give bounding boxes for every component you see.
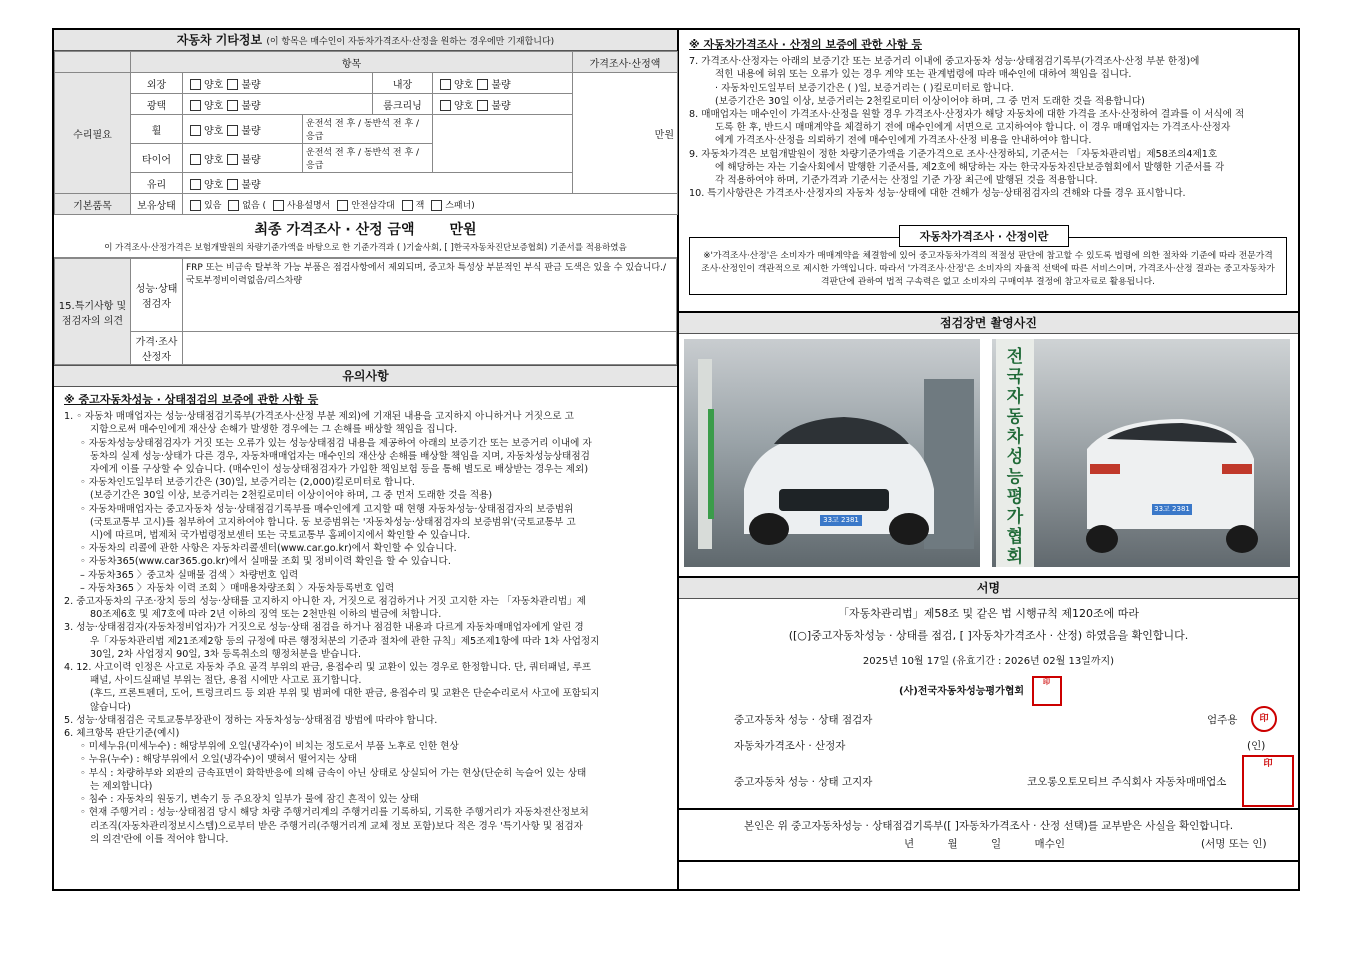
note-line: (보증기간은 30일 이상, 보증거리는 2천킬로미터 이상이어야 하며, 그 중 먼저 도래한 것을 적용합니다) bbox=[715, 95, 1145, 107]
note-line: 4. 12. 사고이력 인정은 사고로 자동차 주요 골격 부위의 판금, 용접수리 및 교환이 있는 경우로 한정합니다. 단, 쿼터패널, 루프 bbox=[64, 662, 592, 674]
note-line: – 자동차365 〉중고차 실매물 검색 〉차량번호 입력 bbox=[80, 569, 299, 581]
receipt-line: 본인은 위 중고자동차성능 · 상태점검기록부([ ]자동차가격조사 · 산정 선택)를 교부받은 사실을 확인합니다. bbox=[743, 820, 1234, 832]
tire-detail[interactable]: 운전석 전 후 / 동반석 전 후 / 응급 bbox=[303, 144, 433, 173]
note-line: ◦ 누유(누수) : 해당부위에서 오일(냉각수)이 맺혀서 떨어지는 상태 bbox=[80, 754, 357, 766]
final-price-label: 최종 가격조사 · 산정 금액 bbox=[254, 222, 415, 238]
note-line: ◦ 침수 : 자동차의 원동기, 변속기 등 주요장치 일부가 물에 잠긴 흔적이 있는 상태 bbox=[80, 794, 419, 806]
inspection-record-sheet bbox=[52, 28, 1300, 891]
note-line: 8. 매매업자는 매수인이 가격조사·산정을 원할 경우 가격조사·산정자가 해당 자동차에 대한 가격을 조사·산정하여 결과를 이 서식에 적 bbox=[689, 109, 1245, 121]
note-line: 80조제6호 및 제7호에 따라 2년 이하의 징역 또는 2천만원 이하의 벌금에 처합니다. bbox=[90, 609, 442, 621]
row-label: 내장 bbox=[373, 73, 433, 94]
note-line: 의 의견'란에 이를 적어야 합니다. bbox=[90, 833, 229, 845]
note-line: 에 해당하는 자는 기술사회에서 발행한 기준서를, 제2호에 해당하는 자는 한국자동차진단보증협회에서 발행한 기준서를 각 bbox=[715, 161, 1225, 173]
final-price-unit: 만원 bbox=[449, 222, 477, 238]
note-line: 지함으로써 매수인에게 재산상 손해가 발생한 경우에는 그 손해를 배상할 책임을 집니다. bbox=[90, 424, 458, 436]
photo-section-header: 점검장면 촬영사진 bbox=[679, 311, 1298, 334]
left-column bbox=[54, 30, 679, 889]
final-price-line bbox=[54, 215, 677, 241]
price-guarantee-title: ※ 자동차가격조사 · 산정의 보증에 관한 사항 등 bbox=[689, 38, 922, 51]
wheel-detail[interactable]: 운전석 전 후 / 동반석 전 후 / 응급 bbox=[303, 115, 433, 144]
plate-front: 33고 2381 bbox=[823, 516, 859, 524]
inspector-name: 엄주용 bbox=[1207, 714, 1238, 726]
note-line: 않습니다) bbox=[90, 701, 131, 713]
date-line: 2025년 10월 17일 (유효기간 : 2026년 02월 13일까지) bbox=[862, 656, 1115, 667]
note-line: 7. 가격조사·산정자는 아래의 보증기간 또는 보증거리 이내에 중고자동차 성능·상태점검기록부(가격조사·산정 부분 한정)에 bbox=[689, 56, 1200, 68]
note-line: ◦ 부식 : 차량하부와 외판의 금속표면이 화학반응에 의해 금속이 아닌 상태로 상실되어 가는 현상(단순히 녹슬어 있는 상태 bbox=[80, 767, 587, 779]
price-basis-note: 이 가격조사·산정가격은 보험개발원의 차량기준가액을 바탕으로 한 기준가격과 ( )기술사회, [ ]한국자동차진단보증협회) 기준서를 적용하였음 bbox=[54, 241, 677, 258]
keep-status-options[interactable]: 있음 없음 ( 사용설명서 안전삼각대 잭 스패너) bbox=[183, 194, 678, 215]
notifier-seal-icon: 印 bbox=[1242, 755, 1294, 807]
note-line: – 자동차365 〉자동차 이력 조회 〉매매용차량조회 〉자동차등록번호 입력 bbox=[80, 582, 395, 594]
vehicle-other-info-header bbox=[54, 30, 677, 51]
price-definition-text: ※'가격조사·산정'은 소비자가 매매계약을 체결함에 있어 중고자동차가격의 적절성 판단에 참고할 수 있도록 법령에 의한 절차와 기준에 따라 전문가격조사·산정인이 객관적으로 제시한 가액입니다. 따라서 '가격조사·산정'은 소비자의 자율적 선택에 따른 서비스이며, 가격조사·산정 결과는 중고자동차가격판단에 관하여 법적 구속력은 없고 소비자의 구매여부 결정에 참고자료로 활용됩니다. bbox=[689, 237, 1287, 295]
section-title: 자동차 기타정보 bbox=[176, 33, 263, 47]
note-line: ◦ 자동차의 리콜에 관한 사항은 자동차리콜센터(www.car.go.kr)에서 확인할 수 있습니다. bbox=[80, 543, 457, 555]
vehicle-info-table bbox=[54, 51, 678, 215]
right-column bbox=[679, 30, 1298, 889]
note-line: 10. 특기사항란은 가격조사·산정자의 자동차 성능·상태에 대한 견해가 성능·상태점검자의 견해와 다를 경우 표시합니다. bbox=[689, 188, 1186, 200]
exterior-options[interactable]: 양호 불량 bbox=[183, 73, 373, 94]
perf-inspector-label: 성능·상태 점검자 bbox=[131, 259, 183, 332]
row-label: 타이어 bbox=[131, 144, 183, 173]
note-line: ◦ 자동차매매업자는 중고자동차 성능·상태점검기록부를 매수인에게 고지할 때 현행 자동차성능·상태점검자의 보증범위 bbox=[80, 503, 574, 515]
note-line: 1. ◦ 자동차 매매업자는 성능·상태점검기록부(가격조사·산정 부분 제외)에 기재된 내용을 고지하지 아니하거나 거짓으로 고 bbox=[64, 411, 574, 423]
price-definition-box-wrap bbox=[689, 225, 1287, 295]
row-label: 외장 bbox=[131, 73, 183, 94]
buyer-sign[interactable]: (서명 또는 인) bbox=[1201, 838, 1267, 850]
note-line: 는 제외합니다) bbox=[90, 780, 153, 792]
note-line: 9. 자동차가격은 보험개발원이 정한 차량기준가액을 기준가격으로 조사·산정하되, 기준서는 「자동차관리법」제58조의4제1호 bbox=[689, 148, 1218, 160]
caution-notes bbox=[54, 387, 677, 850]
note-line: ◦ 미세누유(미세누수) : 해당부위에 오일(냉각수)이 비치는 정도로서 부품 노후로 인한 현상 bbox=[80, 741, 459, 753]
caution-header: 유의사항 bbox=[54, 365, 677, 387]
org-line bbox=[899, 676, 1062, 706]
bottom-divider bbox=[679, 860, 1298, 862]
item-header: 항목 bbox=[131, 52, 573, 73]
confirm-line: ([○]중고자동차성능 · 상태를 점검, [ ]자동차가격조사 · 산정) 하였음을 확인합니다. bbox=[788, 629, 1189, 642]
note-line: 동차의 실제 성능·상태가 다른 경우, 자동차매매업자는 매수인의 재산상 손해를 배상할 책임을 지며, 자동차성능상태점검 bbox=[90, 450, 590, 462]
special-notes-label: 15.특기사항 및 점검자의 의견 bbox=[55, 259, 131, 365]
note-line: 3. 성능·상태점검자(자동차정비업자)가 거짓으로 성능·상태 점검을 하거나 점검한 내용과 다르게 자동차매매업자에게 알린 경 bbox=[64, 622, 584, 634]
note-line: (보증기간은 30일 이상, 보증거리는 2천킬로미터 이상이어야 하며, 그 중 먼저 도래한 것을 적용) bbox=[90, 490, 493, 502]
note-line: 우「자동차관리법 제21조제2항 등의 규정에 따른 행정처분의 기준과 절차에 관한 규칙」제5조제1항에 따라 1차 사업정지 bbox=[90, 635, 600, 647]
plate-rear: 33고 2381 bbox=[1154, 505, 1190, 513]
note-line: ◦ 자동차성능상태점검자가 거짓 또는 오류가 있는 성능상태점검 내용을 제공하여 아래의 보증기간 또는 보증거리 이내에 자 bbox=[80, 437, 592, 449]
price-guarantee-notes bbox=[679, 30, 1298, 204]
perf-inspector-opinion[interactable]: FRP 또는 비금속 탈부착 가능 부품은 점검사항에서 제외되며, 중고차 특성상 부분적인 부식 판금 도색은 있을 수 있습니다./국토부정비이력없음/리스차량 bbox=[183, 259, 677, 332]
row-label: 광택 bbox=[131, 94, 183, 115]
notifier-label: 중고자동차 성능 · 상태 고지자 bbox=[734, 776, 873, 788]
receipt-divider bbox=[679, 808, 1298, 810]
gloss-options[interactable]: 양호 불량 bbox=[183, 94, 373, 115]
org-name: (사)전국자동차성능평가협회 bbox=[899, 686, 1025, 697]
association-banner: 전국자동차성능평가협회 bbox=[1006, 347, 1024, 567]
tire-options[interactable]: 양호 불량 bbox=[183, 144, 303, 173]
notifier-name: 코오롱오토모티브 주식회사 자동차매매업소 bbox=[1027, 776, 1227, 788]
note-line: 자에게 이를 구상할 수 있습니다. (매수인이 성능상태점검자가 가입한 책임보험 등을 통해 별도로 배상받는 경우는 제외) bbox=[90, 464, 589, 476]
price-assessor-label: 가격·조사 산정자 bbox=[131, 332, 183, 365]
note-line: 도록 한 후, 반드시 매매계약을 체결하기 전에 매수인에게 서면으로 고지하여야 합니다. 이 경우 매매업자는 가격조사·산정자 bbox=[715, 122, 1231, 134]
wheel-options[interactable]: 양호 불량 bbox=[183, 115, 303, 144]
price-assessor-opinion[interactable] bbox=[183, 332, 677, 365]
caution-subtitle: ※ 중고자동차성능 · 상태점검의 보증에 관한 사항 등 bbox=[64, 393, 319, 406]
row-label: 휠 bbox=[131, 115, 183, 144]
row-label: 유리 bbox=[131, 173, 183, 194]
inspection-photo-rear bbox=[992, 339, 1290, 567]
note-line: · 자동차인도일부터 보증기간은 ( )일, 보증거리는 ( )킬로미터로 합니다. bbox=[715, 82, 1014, 94]
glass-options[interactable]: 양호 불량 bbox=[183, 173, 573, 194]
price-unit: 만원 bbox=[573, 73, 678, 194]
row-label: 룸크리닝 bbox=[373, 94, 433, 115]
note-line: 에게 가격조사·산정을 의뢰하기 전에 매수인에게 가격조사·산정 비용을 안내하여야 합니다. bbox=[715, 135, 1092, 147]
note-line: (후드, 프론트펜더, 도어, 트렁크리드 등 외판 부위 및 범퍼에 대한 판금, 용접수리 및 교환은 단순수리로서 사고에 포함되지 bbox=[90, 688, 600, 700]
note-line: 2. 중고자동차의 구조·장치 등의 성능·상태를 고지하지 아니한 자, 거짓으로 점검하거나 거짓 고지한 자는 「자동차관리법」제 bbox=[64, 596, 586, 608]
note-line: 각 적용하여야 하며, 기준가격과 기준서는 산정일 기준 가장 최근에 발행된 것을 적용합니다. bbox=[715, 175, 1098, 187]
note-line: 리조직(자동차관리정보시스템)으로부터 받은 주행거리(주행거리계 교체 정보 포함)보다 적은 경우 '특기사항 및 점검자 bbox=[90, 820, 583, 832]
note-line: ◦ 자동차365(www.car365.go.kr)에서 실매물 조회 및 정비이력 확인을 할 수 있습니다. bbox=[80, 556, 451, 568]
inspection-photo-front bbox=[684, 339, 980, 567]
signature-header: 서명 bbox=[679, 576, 1298, 599]
price-assessor-sign-label: 자동차가격조사 · 산정자 bbox=[734, 740, 846, 752]
room-cleaning-options[interactable]: 양호 불량 bbox=[433, 94, 573, 115]
note-line: 적힌 내용에 허위 또는 오류가 있는 경우 계약 또는 관계법령에 따라 매수인에 대하여 책임을 집니다. bbox=[715, 69, 1132, 81]
car-front-illustration bbox=[684, 339, 980, 567]
org-seal-icon: 印 bbox=[1032, 676, 1062, 706]
price-header: 가격조사·산정액 bbox=[573, 52, 678, 73]
basic-items-label: 기본품목 bbox=[55, 194, 131, 215]
note-line: 시)에 따르며, 법제처 국가법령정보센터 또는 국토교통부 홈페이지에서 확인할 수 있습니다. bbox=[90, 530, 471, 542]
car-rear-illustration bbox=[992, 339, 1290, 567]
price-definition-title: 자동차가격조사 · 산정이란 bbox=[899, 225, 1069, 247]
note-line: 5. 성능·상태점검은 국토교통부장관이 정하는 자동차성능·상태점검 방법에 따라야 합니다. bbox=[64, 714, 438, 726]
repair-needed-label: 수리필요 bbox=[55, 73, 131, 194]
law-line: 「자동차관리법」제58조 및 같은 법 시행규칙 제120조에 따라 bbox=[837, 607, 1140, 620]
note-line: ◦ 현재 주행거리 : 성능·상태점검 당시 해당 차량 주행거리계의 주행거리를 기록하되, 기록한 주행거리가 자동차전산정보처 bbox=[80, 807, 589, 819]
special-notes-table bbox=[54, 258, 677, 365]
inspector-label: 중고자동차 성능 · 상태 점검자 bbox=[734, 714, 873, 726]
note-line: 30일, 2차 사업정지 90일, 3차 등록취소의 행정처분을 받습니다. bbox=[90, 648, 362, 660]
price-assessor-seal-text: (인) bbox=[1247, 740, 1266, 752]
note-line: (국토교통부 고시)를 첨부하여 고지하여야 합니다. 동 보증범위는 '자동차성능·상태점검자의 보증범위'(국토교통부 고 bbox=[90, 516, 576, 528]
note-line: 패널, 사이드실패널 부위는 절단, 용접 시에만 사고로 표기합니다. bbox=[90, 675, 362, 687]
receipt-date: 년 월 일 매수인 bbox=[904, 838, 1065, 850]
section-note: (이 항목은 매수인이 자동차가격조사·산정을 원하는 경우에만 기재합니다) bbox=[266, 37, 555, 47]
note-line: ◦ 자동차인도일부터 보증기간은 (30)일, 보증거리는 (2,000)킬로미터로 합니다. bbox=[80, 477, 415, 489]
note-line: 6. 체크항목 판단기준(예시) bbox=[64, 728, 180, 740]
interior-options[interactable]: 양호 불량 bbox=[433, 73, 573, 94]
inspector-seal-icon: 印 bbox=[1251, 706, 1277, 732]
keep-status-label: 보유상태 bbox=[131, 194, 183, 215]
